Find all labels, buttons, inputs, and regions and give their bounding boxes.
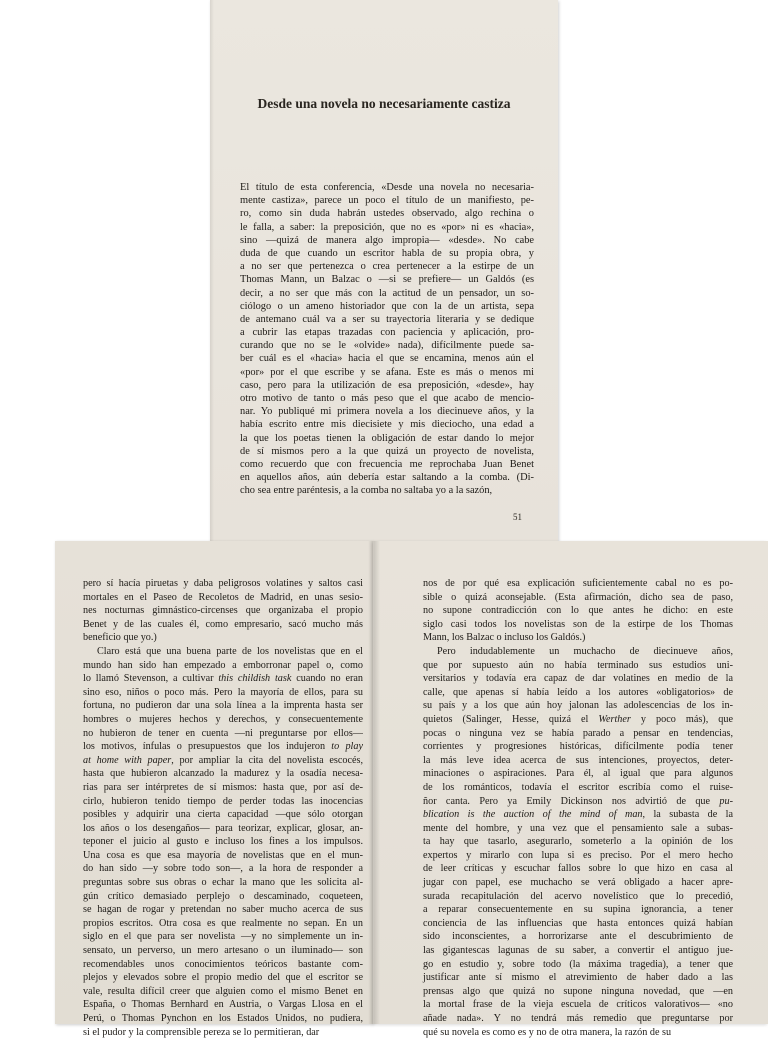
- text-line: sido inconscientes, a horrorizarse ante el descubrimiento de: [423, 931, 733, 943]
- text-line: cho sea entre paréntesis, a la comba no saltaba yo a la sazón,: [240, 485, 493, 497]
- text-line: nar. Yo publiqué mi primera novela a los diecinueve años, y la: [240, 406, 534, 418]
- text-line: como recuerdo que con frecuencia me reprochaba Juan Benet: [240, 458, 534, 470]
- text-line: gún crítico demasiado perplejo o descaminado, coqueteen,: [83, 890, 363, 902]
- text-line: mente del hombre, y una vez que el pensamiento sale a subas-: [423, 822, 733, 834]
- text-line: Benet y de las cuales él, como empresario, sacó mucho más: [83, 618, 363, 630]
- text-line: a reparar consecuentemente en su supina ignorancia, a tener: [423, 904, 733, 916]
- text-line: añade nada». Y no tendrá más remedio que preguntarse por: [423, 1013, 733, 1024]
- text-line: la mortal frase de la vieja escuela de críticos valorativos— «no: [423, 999, 733, 1011]
- text-line: no hubieron de tener en cuenta —ni preguntarse por ellos—: [83, 727, 363, 739]
- right-page: [373, 541, 768, 1038]
- top-page: [210, 0, 558, 545]
- text-line: de leer críticas y escuchar fallos sobre lo que hizo en casa al: [423, 863, 733, 875]
- page-title: Desde una novela no necesariamente castiza: [257, 96, 511, 111]
- text-line: mortales en el Paseo de Recoletos de Madrid, en unas sesio-: [83, 591, 363, 603]
- text-line: siglo casi todos los novelistas son de la estirpe de los Thomas: [423, 618, 733, 630]
- text-line: ro, como sin duda habrán ustedes observado, algo rechina o: [240, 208, 534, 220]
- text-line: Claro está que una buena parte de los novelistas que en el: [97, 645, 363, 657]
- text-line: sensato, un perverso, un mero artesano o un iluminado— son: [83, 945, 363, 957]
- text-line: la que los poetas tienen la obligación de estar dando lo mejor: [240, 432, 534, 444]
- text-line: su país y a los que aún hoy jalonan las adolescencias de los in-: [423, 700, 733, 712]
- text-line: at home with paper, por ampliar la cita del novelista escocés,: [83, 754, 363, 766]
- text-line: «por» por el que escribe y se afana. Este es más o menos mi: [240, 366, 534, 378]
- text-line: quietos (Salinger, Hesse, quizá el Werther y poco más), que: [423, 713, 733, 725]
- text-line: go en estudio y, sobre todo (la máxima tragedia), a tener que: [423, 958, 733, 970]
- top-page-body: [240, 181, 534, 498]
- text-line: expertos y mirarlo con lupa si es preciso. Por el mero hecho: [423, 849, 733, 861]
- text-line: no supone contradicción con lo que antes he dicho: en este: [423, 605, 733, 617]
- text-line: ber cuál es el «hacia» hacia el que se encamina, menos aún el: [240, 353, 534, 365]
- text-line: en aquellos años, aún debería estar saltando a la comba. (Di-: [240, 472, 534, 484]
- text-line: siglo en el que para ser novelista —y no simplemente un in-: [83, 931, 363, 943]
- page-number: 51: [513, 512, 522, 522]
- text-line: jugar con papel, ese muchacho se verá obligado a hacer apre-: [423, 877, 733, 889]
- text-line: Thomas Mann, un Balzac o —si se prefiere— un Galdós (es: [240, 274, 534, 286]
- text-line: España, o Thomas Bernhard en Austria, o Vargas Llosa en el: [83, 999, 363, 1011]
- text-line: prensas algo que quizá no supone ninguna novedad, que —en: [423, 985, 733, 997]
- text-line: los años o los desengaños— para teorizar, explicar, glosar, an-: [83, 822, 363, 834]
- text-line: ñor canta. Pero ya Emily Dickinson nos advirtió de que pu-: [423, 795, 733, 807]
- text-line: Una cosa es que esa mayoría de novelistas que en el mun-: [83, 849, 363, 861]
- text-line: pero sí hacía piruetas y daba peligrosos volatines y saltos casi: [83, 578, 363, 589]
- text-line: ta hay que tasarlo, asegurarlo, someterlo a la opinión de los: [423, 836, 733, 848]
- text-line: otro motivo de tanto o más peso que el que acabo de mencio-: [240, 393, 534, 404]
- text-line: preguntas sobre sus obras o echar la mano que les solicita al-: [83, 877, 363, 889]
- book-gutter: [368, 541, 380, 1024]
- text-line: de antemano cuál va a ser su trayectoria literaria y se dedique: [240, 313, 534, 325]
- text-line: conciencia de las influencias que hasta entonces quizá habían: [423, 917, 733, 929]
- text-line: justificar ante sí mismo el atrevimiento de haber dado a las: [423, 972, 733, 984]
- text-line: teponer el juicio al gusto e incluso los fines a los impulsos.: [83, 836, 363, 848]
- text-line: le falla, a saber: la preposición, que no es «por» ni es «hacia»,: [240, 221, 534, 233]
- text-line: la más leve idea acerca de sus intenciones, proyectos, deter-: [423, 754, 733, 766]
- text-line: si el pudor y la comprensible pereza se lo permitieran, dar: [83, 1026, 320, 1038]
- text-line: fortuna, no pudieron dar una sola línea a la imprenta hasta ser: [83, 700, 363, 712]
- text-line: caso, pero para la utilización de esa preposición, «desde», hay: [240, 379, 534, 391]
- text-line: propios escritos. Otra cosa es que realmente no sepan. En un: [83, 917, 363, 929]
- text-line: a no ser que pertenezca o crea pertenecer a la estirpe de un: [240, 261, 534, 273]
- text-line: blication is the auction of the mind of man, la subasta de la: [423, 809, 734, 821]
- text-line: plejos y elevados sobre el propio medio del que el escritor se: [83, 972, 363, 984]
- text-line: calle, que apenas sí había leído a los autores «obligatorios» de: [423, 686, 733, 698]
- text-line: beneficio que yo.): [83, 632, 157, 644]
- left-page: [55, 541, 373, 1038]
- text-line: Mann, los Balzac o incluso los Galdós.): [423, 632, 586, 644]
- text-line: nes nocturnas gimnástico-circenses que organizaba el propio: [83, 605, 363, 617]
- text-line: cirlo, hubieron tenido tiempo de perder todas las inocencias: [83, 795, 363, 807]
- text-line: a cubrir las etapas trazadas con paciencia y aplicación, pro-: [240, 327, 534, 339]
- text-line: minaciones o aspiraciones. Para él, al igual que para algunos: [423, 768, 733, 780]
- text-line: Perú, o Thomas Pynchon en los Estados Unidos, no pudiera,: [83, 1013, 363, 1024]
- left-page-body: [83, 577, 363, 1039]
- text-line: sino eso, niños o poco más. Pero la mayoría de ellos, para su: [83, 686, 363, 698]
- text-line: nos de por qué esa explicación suficientemente cabal no es po-: [423, 578, 733, 589]
- text-line: que por supuesto aún no había terminado sus estudios uni-: [423, 659, 733, 671]
- text-line: decir, a no ser que más con la actitud de un pensador, un so-: [240, 287, 534, 299]
- text-line: sible o quizá aconsejable. (Esta afirmación, dicho sea de paso,: [423, 591, 733, 603]
- text-line: los motivos, ínfulas o presupuestos que los indujeron to play: [83, 741, 364, 753]
- text-line: mente castiza», parece un poco el título de un manifiesto, pe-: [240, 195, 534, 207]
- text-line: rias para ser intérpretes de sí mismos: hasta que, por así de-: [83, 781, 363, 793]
- text-line: pocas o ninguna vez se había parado a pensar en tendencias,: [423, 727, 733, 739]
- text-line: las gigantescas lagunas de su saber, a convertir el antiguo jue-: [423, 945, 733, 957]
- text-line: versitarios y todavía era capaz de dar volatines en medio de la: [423, 673, 733, 685]
- text-line: corrientes y progresiones históricas, difícilmente podía tener: [423, 741, 733, 753]
- text-line: mundo han sido han empezado a emborronar papel o, como: [83, 659, 363, 671]
- text-line: duda de que cuando un escritor habla de su propia obra, y: [240, 247, 534, 259]
- text-line: hasta que hubieron alcanzado la madurez y la osadía necesa-: [83, 768, 363, 780]
- text-line: surada recapitulación del acervo novelístico que lo precedió,: [423, 890, 733, 902]
- text-line: lo llamó Stevenson, a cultivar this childish task cuando no eran: [83, 673, 363, 685]
- text-line: hombres o mujeres hechos y derechos, y consecuentemente: [83, 713, 363, 725]
- text-line: do han sido —y sobre todo son—, a la hora de responder a: [83, 863, 363, 875]
- right-page-body: [423, 577, 733, 1039]
- text-line: curando que no se le «olvide» nada), difícilmente puede sa-: [240, 340, 534, 352]
- text-line: de los románticos, todavía el escritor escribía como el ruise-: [423, 781, 733, 793]
- text-line: se hagan de rogar y pretendan no saber mucho acerca de sus: [83, 904, 363, 916]
- text-line: sino —quizá de manera algo impropia— «desde». No cabe: [240, 234, 534, 246]
- text-line: vale, resulta difícil creer que alguien como el mismo Benet en: [83, 985, 363, 997]
- text-line: recomendables unos conocimientos teóricos bastante com-: [83, 958, 363, 970]
- text-line: ciólogo o un ameno historiador que con la de un artista, sepa: [240, 300, 534, 312]
- text-line: posibles y adquirir una cierta capacidad —que sólo otorgan: [83, 809, 363, 821]
- text-line: El título de esta conferencia, «Desde una novela no necesaria-: [240, 182, 534, 193]
- text-line: qué su novela es como es y no de otra manera, la razón de su: [423, 1026, 672, 1038]
- text-line: Pero indudablemente un muchacho de diecinueve años,: [437, 645, 733, 657]
- text-line: de sí mismos pero a la que quizá un proyecto de novelista,: [240, 445, 534, 457]
- text-line: había escrito entre mis diecisiete y mis dieciocho, una edad a: [240, 419, 534, 431]
